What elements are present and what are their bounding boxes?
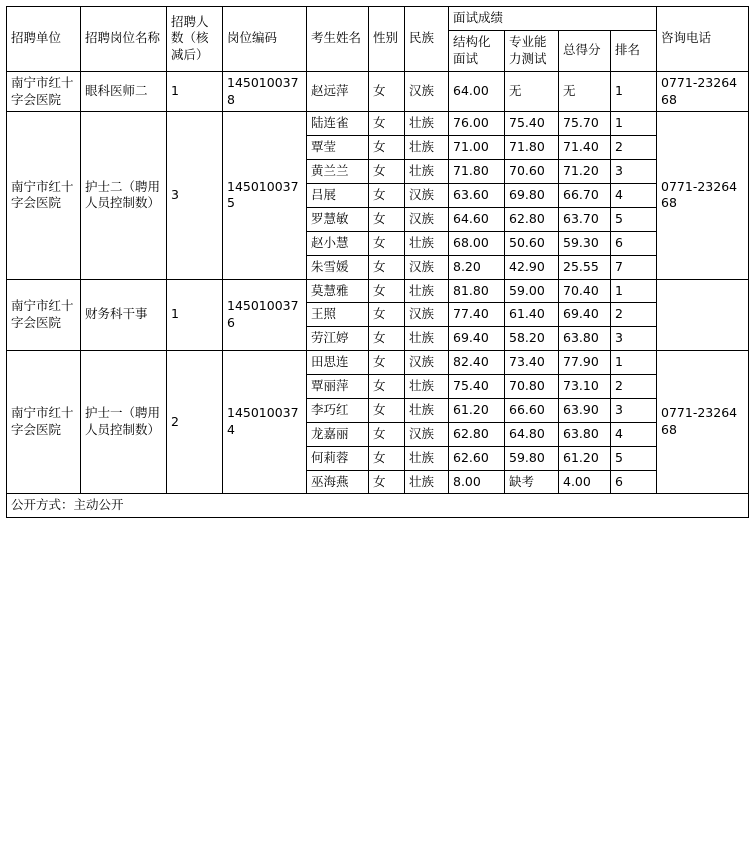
cell-rank: 3 (611, 327, 657, 351)
cell-sex: 女 (369, 112, 405, 136)
cell-sex: 女 (369, 351, 405, 375)
cell-rank: 7 (611, 255, 657, 279)
cell-rank: 4 (611, 422, 657, 446)
header-ethnicity: 民族 (405, 7, 449, 72)
cell-sex: 女 (369, 184, 405, 208)
header-unit: 招聘单位 (7, 7, 81, 72)
cell-rank: 1 (611, 112, 657, 136)
header-interview-group: 面试成绩 (449, 7, 657, 31)
cell-sex: 女 (369, 160, 405, 184)
cell-sex: 女 (369, 279, 405, 303)
cell-post: 财务科干事 (81, 279, 167, 351)
cell-ability: 无 (505, 71, 559, 112)
header-candidate: 考生姓名 (307, 7, 369, 72)
cell-candidate: 吕展 (307, 184, 369, 208)
cell-total: 25.55 (559, 255, 611, 279)
cell-ethnicity: 壮族 (405, 470, 449, 494)
cell-ethnicity: 汉族 (405, 71, 449, 112)
cell-structured: 76.00 (449, 112, 505, 136)
cell-structured: 62.60 (449, 446, 505, 470)
cell-ethnicity: 壮族 (405, 160, 449, 184)
cell-ability: 70.80 (505, 375, 559, 399)
cell-unit: 南宁市红十字会医院 (7, 351, 81, 494)
cell-ethnicity: 汉族 (405, 207, 449, 231)
cell-ability: 59.00 (505, 279, 559, 303)
cell-structured: 71.80 (449, 160, 505, 184)
cell-candidate: 赵远萍 (307, 71, 369, 112)
cell-candidate: 田思连 (307, 351, 369, 375)
cell-total: 73.10 (559, 375, 611, 399)
cell-ability: 61.40 (505, 303, 559, 327)
cell-num: 1 (167, 71, 223, 112)
cell-ethnicity: 汉族 (405, 255, 449, 279)
cell-structured: 8.00 (449, 470, 505, 494)
cell-phone (657, 279, 749, 351)
cell-structured: 68.00 (449, 231, 505, 255)
cell-total: 69.40 (559, 303, 611, 327)
cell-ethnicity: 壮族 (405, 398, 449, 422)
cell-sex: 女 (369, 446, 405, 470)
cell-structured: 69.40 (449, 327, 505, 351)
cell-structured: 71.00 (449, 136, 505, 160)
cell-candidate: 何莉蓉 (307, 446, 369, 470)
cell-ethnicity: 壮族 (405, 231, 449, 255)
cell-rank: 1 (611, 279, 657, 303)
cell-sex: 女 (369, 422, 405, 446)
cell-structured: 61.20 (449, 398, 505, 422)
cell-ethnicity: 汉族 (405, 422, 449, 446)
cell-rank: 6 (611, 231, 657, 255)
cell-ability: 73.40 (505, 351, 559, 375)
cell-candidate: 罗慧敏 (307, 207, 369, 231)
header-sex: 性别 (369, 7, 405, 72)
cell-sex: 女 (369, 207, 405, 231)
cell-sex: 女 (369, 398, 405, 422)
header-ability: 专业能力测试 (505, 30, 559, 71)
cell-structured: 62.80 (449, 422, 505, 446)
footer-disclosure-method: 公开方式：主动公开 (7, 494, 749, 518)
cell-rank: 2 (611, 303, 657, 327)
cell-ethnicity: 壮族 (405, 279, 449, 303)
cell-ethnicity: 壮族 (405, 136, 449, 160)
cell-code: 1450100376 (223, 279, 307, 351)
cell-candidate: 李巧红 (307, 398, 369, 422)
cell-phone: 0771-2326468 (657, 71, 749, 112)
cell-ethnicity: 壮族 (405, 375, 449, 399)
cell-rank: 4 (611, 184, 657, 208)
cell-candidate: 劳江婷 (307, 327, 369, 351)
cell-ability: 缺考 (505, 470, 559, 494)
cell-unit: 南宁市红十字会医院 (7, 279, 81, 351)
cell-ethnicity: 壮族 (405, 446, 449, 470)
cell-sex: 女 (369, 231, 405, 255)
cell-rank: 6 (611, 470, 657, 494)
cell-rank: 5 (611, 446, 657, 470)
cell-candidate: 朱雪媛 (307, 255, 369, 279)
cell-sex: 女 (369, 470, 405, 494)
header-total: 总得分 (559, 30, 611, 71)
table-row (7, 351, 749, 375)
cell-ability: 70.60 (505, 160, 559, 184)
cell-candidate: 赵小慧 (307, 231, 369, 255)
cell-ability: 62.80 (505, 207, 559, 231)
document-sheet (0, 6, 754, 850)
header-phone: 咨询电话 (657, 7, 749, 72)
table-row (7, 279, 749, 303)
cell-structured: 64.00 (449, 71, 505, 112)
cell-ability: 69.80 (505, 184, 559, 208)
cell-rank: 3 (611, 398, 657, 422)
cell-code: 1450100375 (223, 112, 307, 279)
cell-structured: 81.80 (449, 279, 505, 303)
cell-ability: 75.40 (505, 112, 559, 136)
cell-rank: 3 (611, 160, 657, 184)
cell-ethnicity: 壮族 (405, 327, 449, 351)
header-num: 招聘人数（核减后） (167, 7, 223, 72)
cell-total: 无 (559, 71, 611, 112)
header-structured: 结构化面试 (449, 30, 505, 71)
cell-structured: 82.40 (449, 351, 505, 375)
cell-rank: 2 (611, 375, 657, 399)
cell-total: 4.00 (559, 470, 611, 494)
cell-ability: 50.60 (505, 231, 559, 255)
cell-total: 61.20 (559, 446, 611, 470)
cell-structured: 75.40 (449, 375, 505, 399)
table-footer-row (7, 494, 749, 518)
cell-total: 71.20 (559, 160, 611, 184)
cell-sex: 女 (369, 303, 405, 327)
table-header-row-group (7, 7, 749, 31)
cell-candidate: 覃莹 (307, 136, 369, 160)
cell-unit: 南宁市红十字会医院 (7, 71, 81, 112)
cell-candidate: 龙嘉丽 (307, 422, 369, 446)
results-table (6, 6, 749, 518)
cell-ability: 71.80 (505, 136, 559, 160)
cell-candidate: 王照 (307, 303, 369, 327)
cell-structured: 8.20 (449, 255, 505, 279)
cell-phone: 0771-2326468 (657, 112, 749, 279)
cell-ability: 59.80 (505, 446, 559, 470)
cell-total: 63.90 (559, 398, 611, 422)
cell-post: 护士一（聘用人员控制数） (81, 351, 167, 494)
cell-candidate: 巫海燕 (307, 470, 369, 494)
cell-total: 71.40 (559, 136, 611, 160)
cell-rank: 2 (611, 136, 657, 160)
table-row (7, 71, 749, 112)
cell-ethnicity: 汉族 (405, 351, 449, 375)
cell-structured: 77.40 (449, 303, 505, 327)
cell-num: 1 (167, 279, 223, 351)
cell-sex: 女 (369, 255, 405, 279)
cell-candidate: 黄兰兰 (307, 160, 369, 184)
cell-code: 1450100378 (223, 71, 307, 112)
cell-sex: 女 (369, 136, 405, 160)
cell-total: 77.90 (559, 351, 611, 375)
cell-total: 63.80 (559, 327, 611, 351)
header-rank: 排名 (611, 30, 657, 71)
cell-ability: 64.80 (505, 422, 559, 446)
cell-phone: 0771-2326468 (657, 351, 749, 494)
cell-candidate: 陆连雀 (307, 112, 369, 136)
cell-total: 59.30 (559, 231, 611, 255)
cell-candidate: 莫慧雅 (307, 279, 369, 303)
cell-sex: 女 (369, 71, 405, 112)
cell-ethnicity: 壮族 (405, 112, 449, 136)
cell-num: 3 (167, 112, 223, 279)
cell-num: 2 (167, 351, 223, 494)
cell-sex: 女 (369, 327, 405, 351)
cell-total: 63.80 (559, 422, 611, 446)
cell-candidate: 覃丽萍 (307, 375, 369, 399)
cell-ability: 66.60 (505, 398, 559, 422)
cell-total: 75.70 (559, 112, 611, 136)
table-row (7, 112, 749, 136)
cell-sex: 女 (369, 375, 405, 399)
header-post: 招聘岗位名称 (81, 7, 167, 72)
cell-rank: 1 (611, 351, 657, 375)
cell-post: 护士二（聘用人员控制数） (81, 112, 167, 279)
cell-total: 63.70 (559, 207, 611, 231)
cell-unit: 南宁市红十字会医院 (7, 112, 81, 279)
cell-structured: 63.60 (449, 184, 505, 208)
cell-ability: 58.20 (505, 327, 559, 351)
cell-ethnicity: 汉族 (405, 184, 449, 208)
cell-total: 70.40 (559, 279, 611, 303)
cell-code: 1450100374 (223, 351, 307, 494)
cell-structured: 64.60 (449, 207, 505, 231)
header-code: 岗位编码 (223, 7, 307, 72)
cell-total: 66.70 (559, 184, 611, 208)
cell-rank: 1 (611, 71, 657, 112)
cell-ethnicity: 汉族 (405, 303, 449, 327)
cell-post: 眼科医师二 (81, 71, 167, 112)
cell-ability: 42.90 (505, 255, 559, 279)
cell-rank: 5 (611, 207, 657, 231)
